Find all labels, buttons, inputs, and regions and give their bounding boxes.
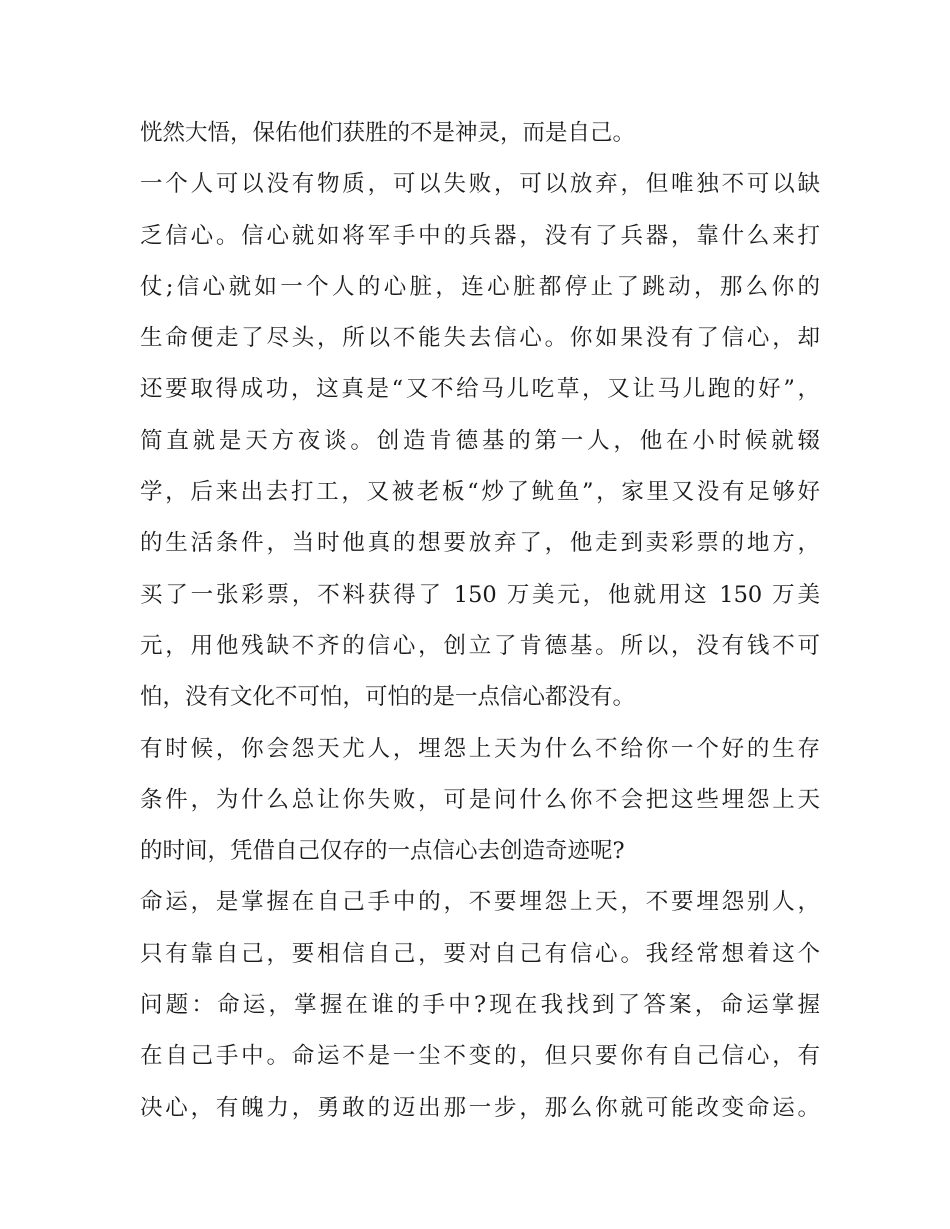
- text-line: 条件，为什么总让你失败，可是问什么你不会把这些埋怨上天: [140, 786, 820, 813]
- text-line: 恍然大悟，保佑他们获胜的不是神灵，而是自己。: [140, 120, 636, 146]
- text-line: 只有靠自己，要相信自己，要对自己有信心。我经常想着这个: [140, 940, 820, 967]
- text-line: 在自己手中。命运不是一尘不变的，但只要你有自己信心，有: [140, 1043, 820, 1070]
- body-text: [140, 108, 820, 1134]
- text-line: 学，后来出去打工，又被老板“炒了鱿鱼”，家里又没有足够好: [140, 479, 820, 506]
- text-line: 生命便走了尽头，所以不能失去信心。你如果没有了信心，却: [140, 325, 820, 352]
- text-line: 买了一张彩票，不料获得了 150 万美元，他就用这 150 万美: [140, 581, 820, 608]
- text-line: 元，用他残缺不齐的信心，创立了肯德基。所以，没有钱不可: [140, 632, 820, 659]
- text-line: 的时间，凭借自己仅存的一点信心去创造奇迹呢?: [140, 838, 625, 865]
- text-line: 简直就是天方夜谈。创造肯德基的第一人，他在小时候就辍: [140, 427, 820, 454]
- text-line: 仗;信心就如一个人的心脏，连心脏都停止了跳动，那么你的: [140, 273, 820, 300]
- text-line: 问题：命运，掌握在谁的手中?现在我找到了答案，命运掌握: [140, 992, 820, 1019]
- text-line: 决心，有魄力，勇敢的迈出那一步，那么你就可能改变命运。: [140, 1094, 820, 1121]
- text-line: 有时候，你会怨天尤人，埋怨上天为什么不给你一个好的生存: [140, 735, 820, 762]
- text-line: 命运，是掌握在自己手中的，不要埋怨上天，不要埋怨别人，: [140, 889, 820, 916]
- text-line: 一个人可以没有物质，可以失败，可以放弃，但唯独不可以缺: [140, 171, 820, 198]
- text-line: 乏信心。信心就如将军手中的兵器，没有了兵器，靠什么来打: [140, 222, 820, 249]
- text-line: 还要取得成功，这真是“又不给马儿吃草，又让马儿跑的好”，: [140, 376, 820, 403]
- text-line: 的生活条件，当时他真的想要放弃了，他走到卖彩票的地方，: [140, 530, 820, 557]
- text-line: 怕，没有文化不可怕，可怕的是一点信心都没有。: [140, 684, 636, 711]
